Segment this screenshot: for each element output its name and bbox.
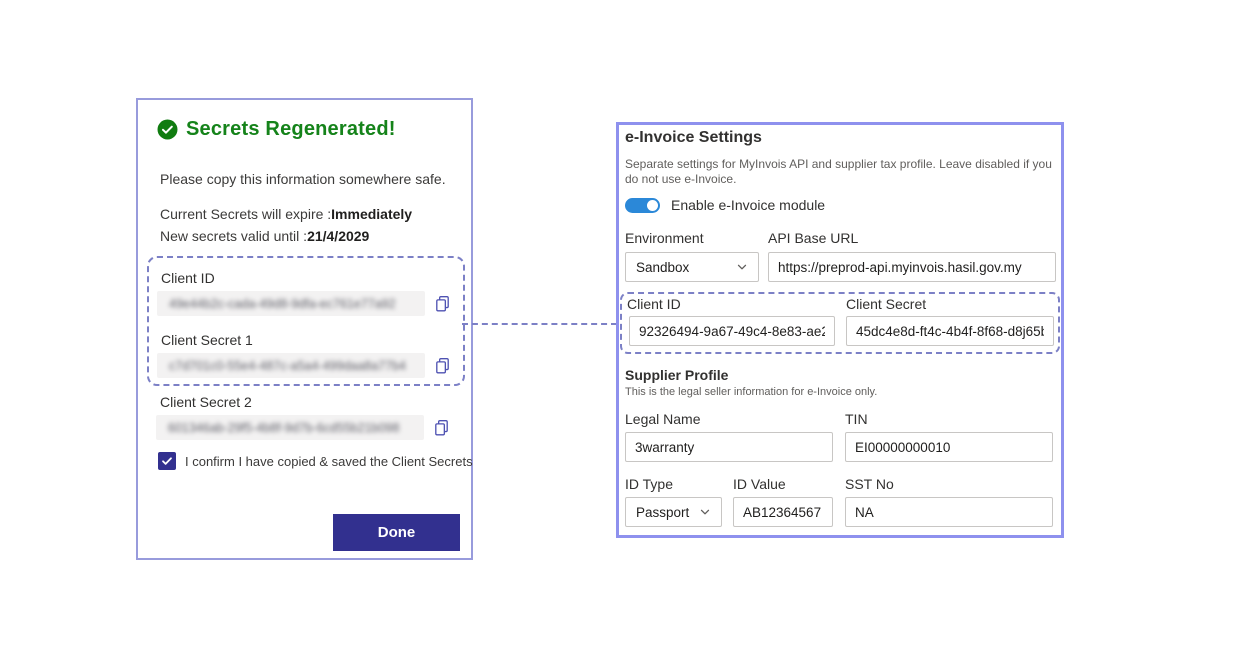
toggle-knob	[647, 200, 658, 211]
dialog-subtitle: Please copy this information somewhere safe.	[160, 171, 446, 187]
done-button[interactable]: Done	[333, 514, 460, 551]
client-secret-1-row	[157, 353, 453, 378]
expire-line	[160, 206, 412, 222]
panel-description: Separate settings for MyInvois API and supplier tax profile. Leave disabled if you do not use e-Invoice.	[625, 157, 1052, 186]
tin-input[interactable]	[845, 432, 1053, 462]
enable-einvoice-toggle[interactable]	[625, 198, 660, 213]
check-circle-icon	[157, 119, 178, 140]
sst-no-label: SST No	[845, 476, 894, 492]
copy-client-id-button[interactable]	[431, 293, 453, 315]
client-secret-label: Client Secret	[846, 296, 927, 312]
legal-name-label: Legal Name	[625, 411, 701, 427]
client-id-label: Client ID	[161, 270, 215, 286]
copy-icon	[433, 294, 452, 313]
supplier-profile-subheading: This is the legal seller information for e-Invoice only.	[625, 386, 878, 398]
valid-until-line	[160, 228, 369, 244]
copy-client-secret-2-button[interactable]	[430, 417, 452, 439]
tin-label: TIN	[845, 411, 868, 427]
api-base-url-label: API Base URL	[768, 230, 859, 246]
client-id-masked-value: 49e44b2c-cada-49d8-9dfa-ec761e77a92	[157, 291, 425, 316]
valid-until-value: 21/4/2029	[307, 228, 370, 244]
environment-selected-value: Sandbox	[636, 259, 690, 275]
connector-dashed-line	[462, 323, 617, 325]
copy-client-secret-1-button[interactable]	[431, 355, 453, 377]
environment-select[interactable]	[625, 252, 759, 282]
client-id-input[interactable]	[629, 316, 835, 346]
api-base-url-input[interactable]	[768, 252, 1056, 282]
valid-until-label: New secrets valid until :	[160, 228, 308, 244]
chevron-down-icon	[736, 261, 748, 273]
client-secret-2-row	[156, 415, 452, 440]
highlighted-secrets-group	[147, 256, 465, 386]
dialog-header	[157, 118, 396, 141]
chevron-down-icon	[699, 506, 711, 518]
checkmark-icon	[161, 455, 173, 467]
panel-title: e-Invoice Settings	[625, 129, 762, 146]
confirm-checkbox[interactable]	[158, 452, 176, 470]
client-secret-1-masked-value: c7d701c0-55e4-487c-a5a4-499daa8a77b4	[157, 353, 425, 378]
confirm-checkbox-label: I confirm I have copied & saved the Client Secrets	[185, 453, 473, 469]
client-secret-2-masked-value: 601346ab-29f5-4b8f-9d7b-6cd55b21b098	[156, 415, 424, 440]
expire-label: Current Secrets will expire :	[160, 206, 332, 222]
id-type-select[interactable]	[625, 497, 722, 527]
client-secret-2-label: Client Secret 2	[160, 394, 252, 410]
id-type-selected-value: Passport	[636, 504, 690, 520]
enable-einvoice-label: Enable e-Invoice module	[671, 197, 826, 213]
supplier-profile-heading: Supplier Profile	[625, 367, 729, 383]
confirm-checkbox-row	[158, 452, 473, 470]
api-credentials-group	[620, 292, 1060, 354]
einvoice-settings-panel	[616, 122, 1064, 538]
enable-einvoice-row	[625, 197, 825, 213]
copy-icon	[432, 418, 451, 437]
client-id-label: Client ID	[627, 296, 681, 312]
expire-value: Immediately	[331, 206, 413, 222]
copy-icon	[433, 356, 452, 375]
sst-no-input[interactable]	[845, 497, 1053, 527]
client-secret-1-label: Client Secret 1	[161, 332, 253, 348]
id-type-label: ID Type	[625, 476, 673, 492]
legal-name-input[interactable]	[625, 432, 833, 462]
client-secret-input[interactable]	[846, 316, 1054, 346]
secrets-regenerated-dialog	[136, 98, 473, 560]
environment-label: Environment	[625, 230, 704, 246]
id-value-label: ID Value	[733, 476, 786, 492]
id-value-input[interactable]	[733, 497, 833, 527]
dialog-title: Secrets Regenerated!	[186, 118, 396, 140]
client-id-row	[157, 291, 453, 316]
